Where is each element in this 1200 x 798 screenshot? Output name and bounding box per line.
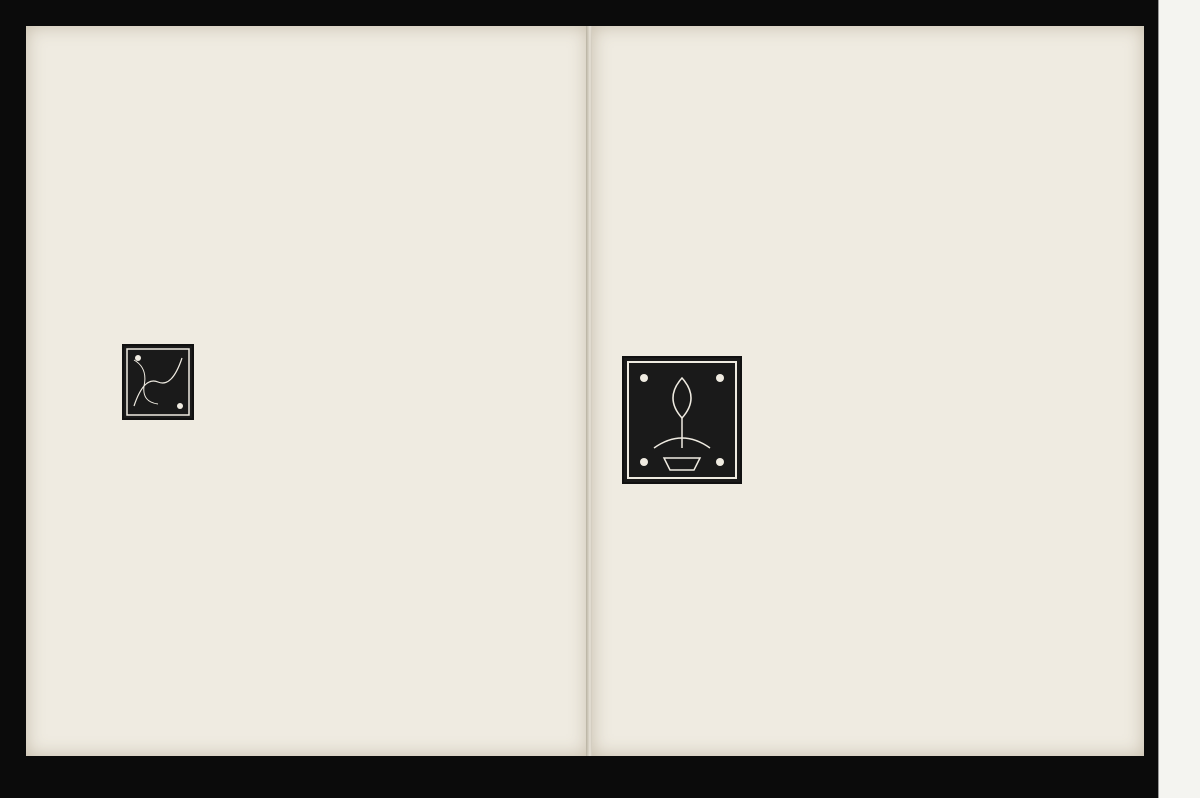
music-staff [122,420,562,454]
music-staff [206,348,562,382]
initial-ornament [624,358,740,482]
initial-ornament [124,346,192,418]
music-staff [122,630,562,664]
measurement-ruler [1158,0,1200,798]
music-staff [622,636,1062,670]
decorated-initial-d [622,356,742,484]
music-staff [122,490,562,524]
music-staff [622,288,1062,322]
decorated-initial-c [122,344,194,420]
music-staff [122,558,562,592]
music-staff [752,364,1062,398]
music-staff [122,202,562,236]
music-staff [622,498,1062,532]
ruler-scale [1159,0,1200,798]
music-staff [122,60,562,94]
music-staff [122,274,562,308]
music-staff [622,146,1062,180]
music-staff [622,566,1062,600]
left-page [26,26,588,756]
music-staff [622,218,1062,252]
music-staff [122,130,562,164]
right-page [592,26,1144,756]
music-staff [622,72,1062,106]
music-staff [752,428,1062,462]
